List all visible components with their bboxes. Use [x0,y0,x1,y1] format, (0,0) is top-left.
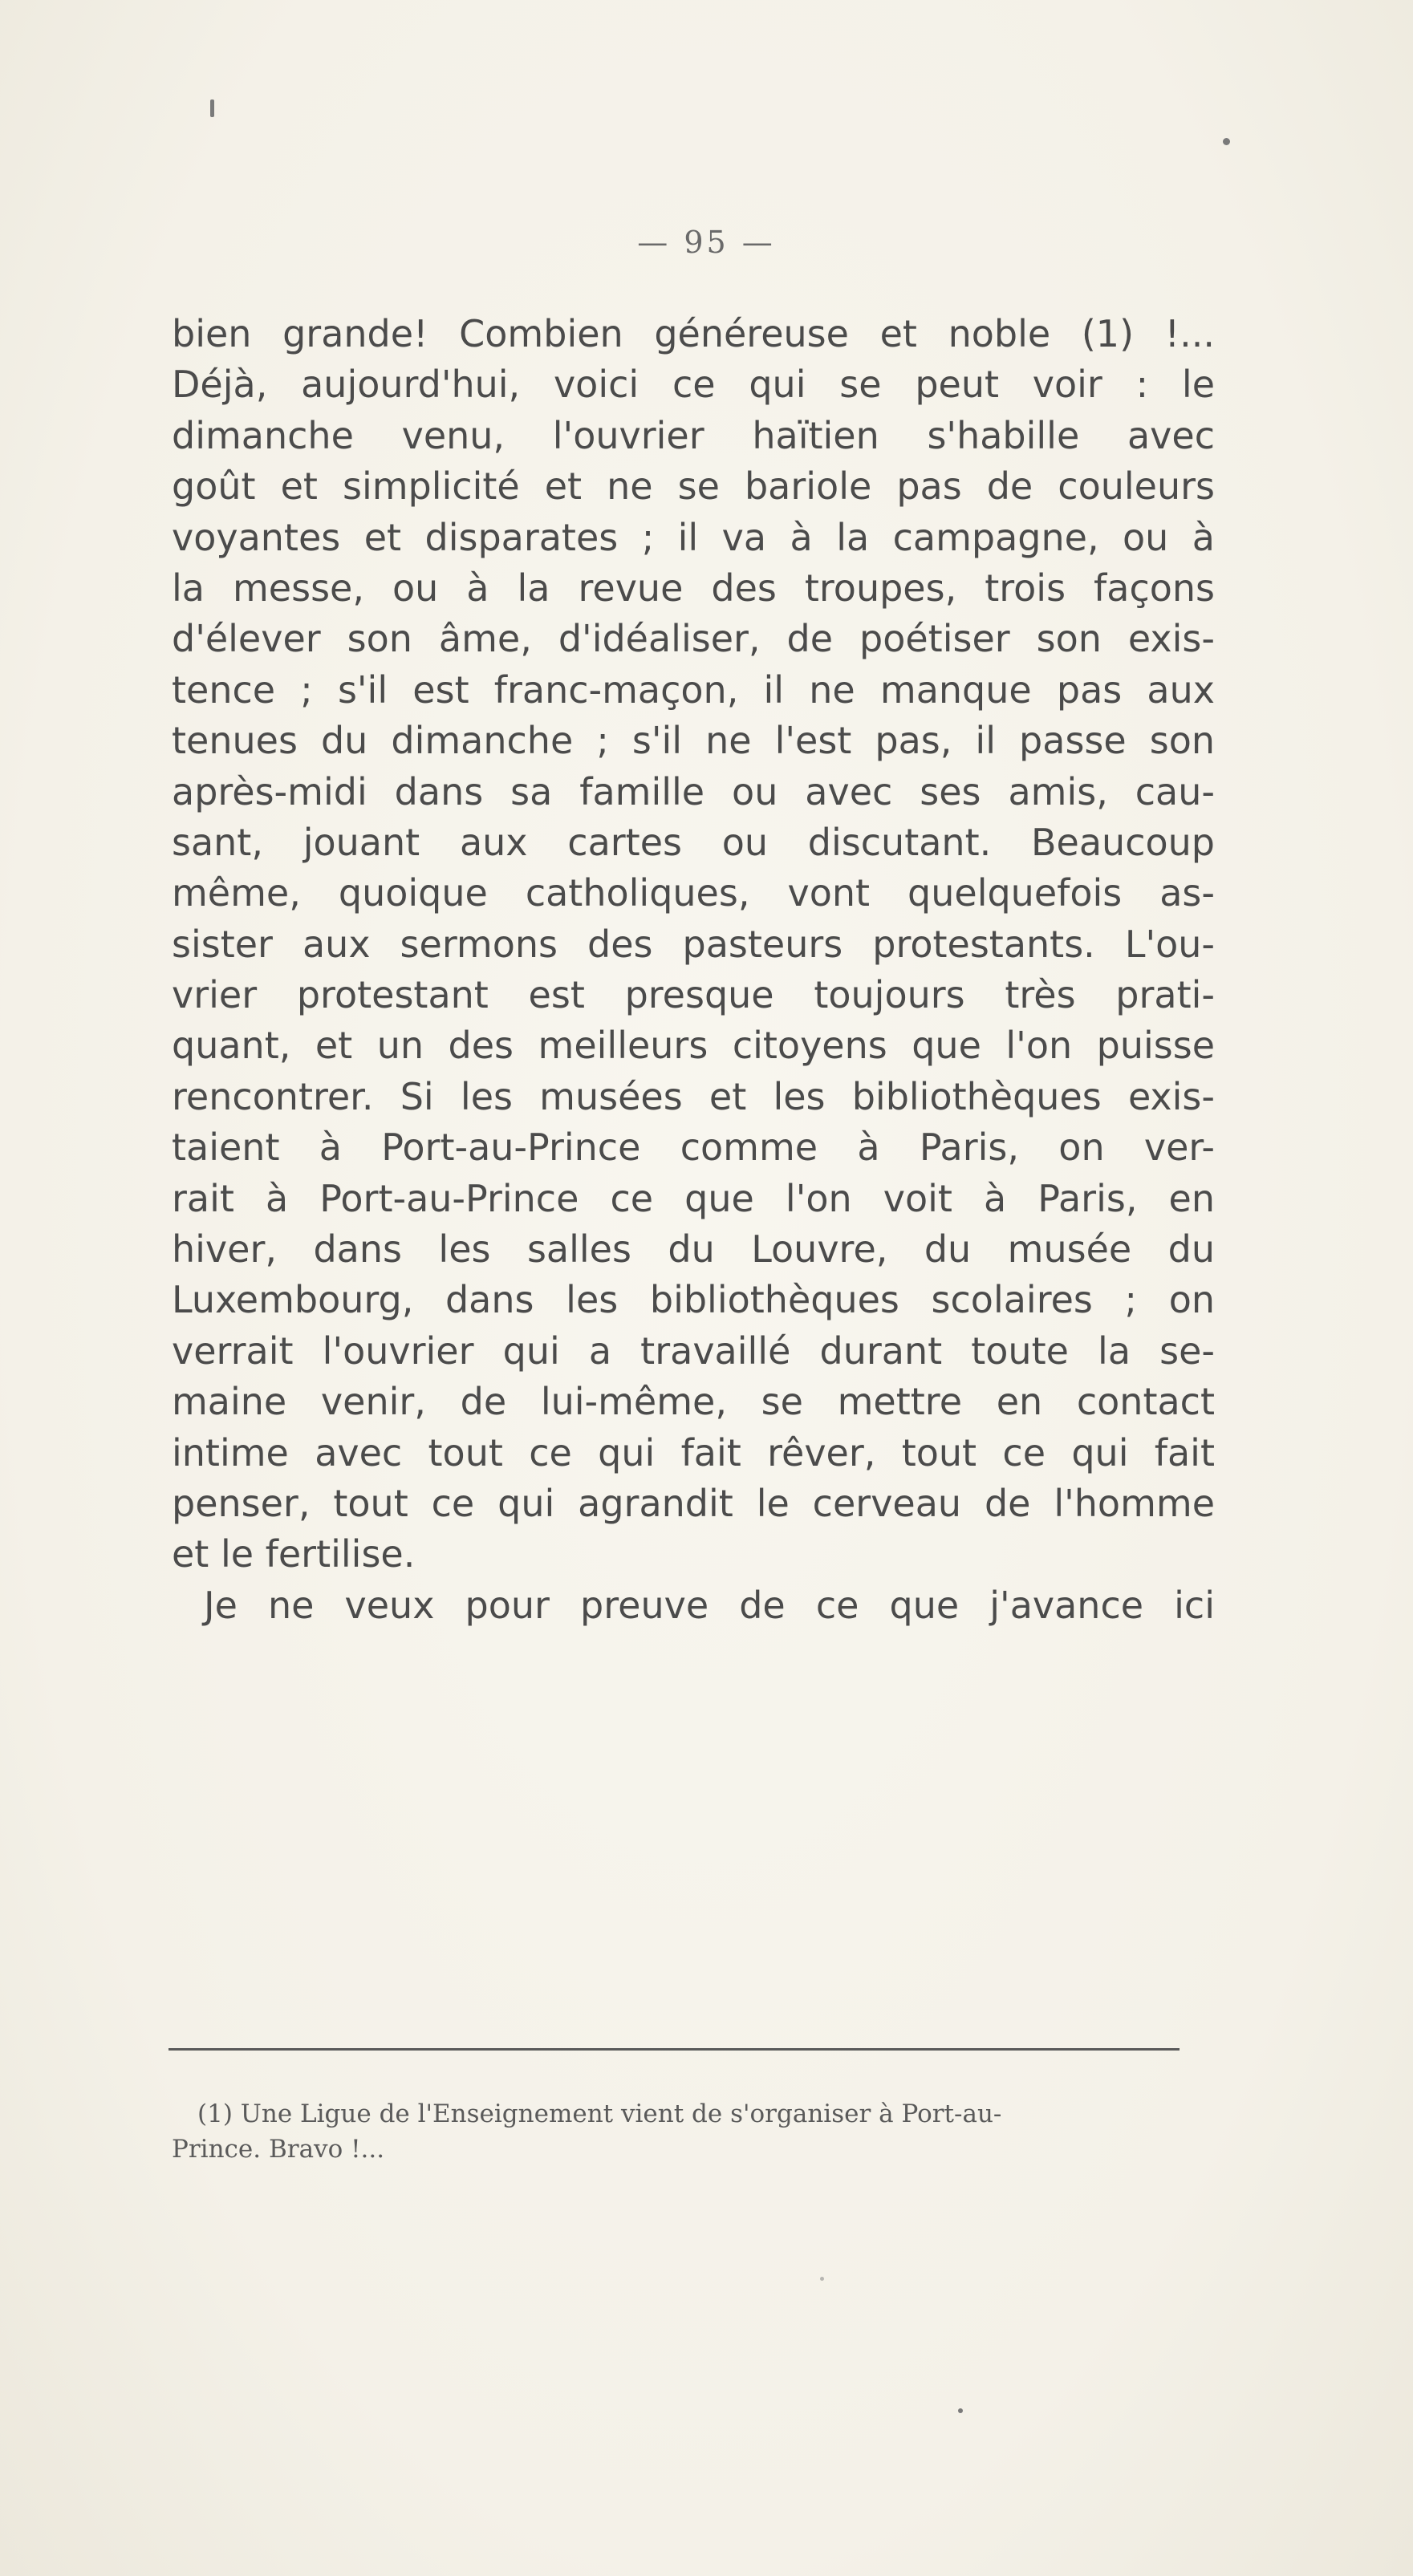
ink-speck [958,2408,963,2413]
text-line: tenues du dimanche ; s'il ne l'est pas, il passe son [172,719,1215,763]
text-line: taient à Port-au-Prince comme à Paris, on ver- [172,1126,1215,1170]
text-line: d'élever son âme, d'idéaliser, de poétiser son exis- [172,617,1215,661]
text-line: vrier protestant est presque toujours très prati- [172,973,1215,1017]
text-line: sant, jouant aux cartes ou discutant. Beaucoup [172,820,1215,864]
page-number: — 95 — [637,225,776,260]
text-line: intime avec tout ce qui fait rêver, tout ce qui fait [172,1430,1215,1475]
text-line: Je ne veux pour preuve de ce que j'avance ici [204,1583,1215,1627]
footnote [172,2096,1216,2167]
text-line: même, quoique catholiques, vont quelquefois as- [172,871,1215,915]
text-line: après-midi dans sa famille ou avec ses amis, cau- [172,769,1215,813]
text-line: bien grande! Combien généreuse et noble (1) !... [172,312,1215,355]
text-line: et le fertilise. [172,1532,416,1576]
text-line: penser, tout ce qui agrandit le cerveau de l'homme [172,1481,1215,1525]
text-line: tence ; s'il est franc-maçon, il ne manque pas aux [172,667,1215,712]
ink-speck [210,99,214,117]
ink-speck [1223,138,1230,145]
text-line: dimanche venu, l'ouvrier haïtien s'habille avec [172,413,1215,457]
text-line: la messe, ou à la revue des troupes, trois façons [172,566,1215,610]
text-line: sister aux sermons des pasteurs protestants. L'ou- [172,922,1215,966]
footnote-line: Prince. Bravo !... [172,2135,385,2164]
ink-speck [820,2277,824,2281]
text-line: voyantes et disparates ; il va à la campagne, ou à [172,515,1215,559]
text-line: rencontrer. Si les musées et les bibliothèques exis- [172,1074,1215,1118]
text-line: verrait l'ouvrier qui a travaillé durant toute la se- [172,1329,1215,1373]
text-line: goût et simplicité et ne se bariole pas de couleurs [172,464,1215,509]
text-line: maine venir, de lui-même, se mettre en contact [172,1380,1215,1424]
footnote-line: (1) Une Ligue de l'Enseignement vient de s'organiser à Port-au- [197,2099,1002,2128]
footnote-rule [169,2048,1180,2051]
body-text [172,309,1215,1631]
text-line: quant, et un des meilleurs citoyens que l'on puisse [172,1024,1215,1068]
text-line: rait à Port-au-Prince ce que l'on voit à Paris, en [172,1176,1215,1220]
text-line: Luxembourg, dans les bibliothèques scolaires ; on [172,1278,1215,1322]
text-line: Déjà, aujourd'hui, voici ce qui se peut voir : le [172,363,1215,407]
text-line: hiver, dans les salles du Louvre, du musée du [172,1227,1215,1272]
